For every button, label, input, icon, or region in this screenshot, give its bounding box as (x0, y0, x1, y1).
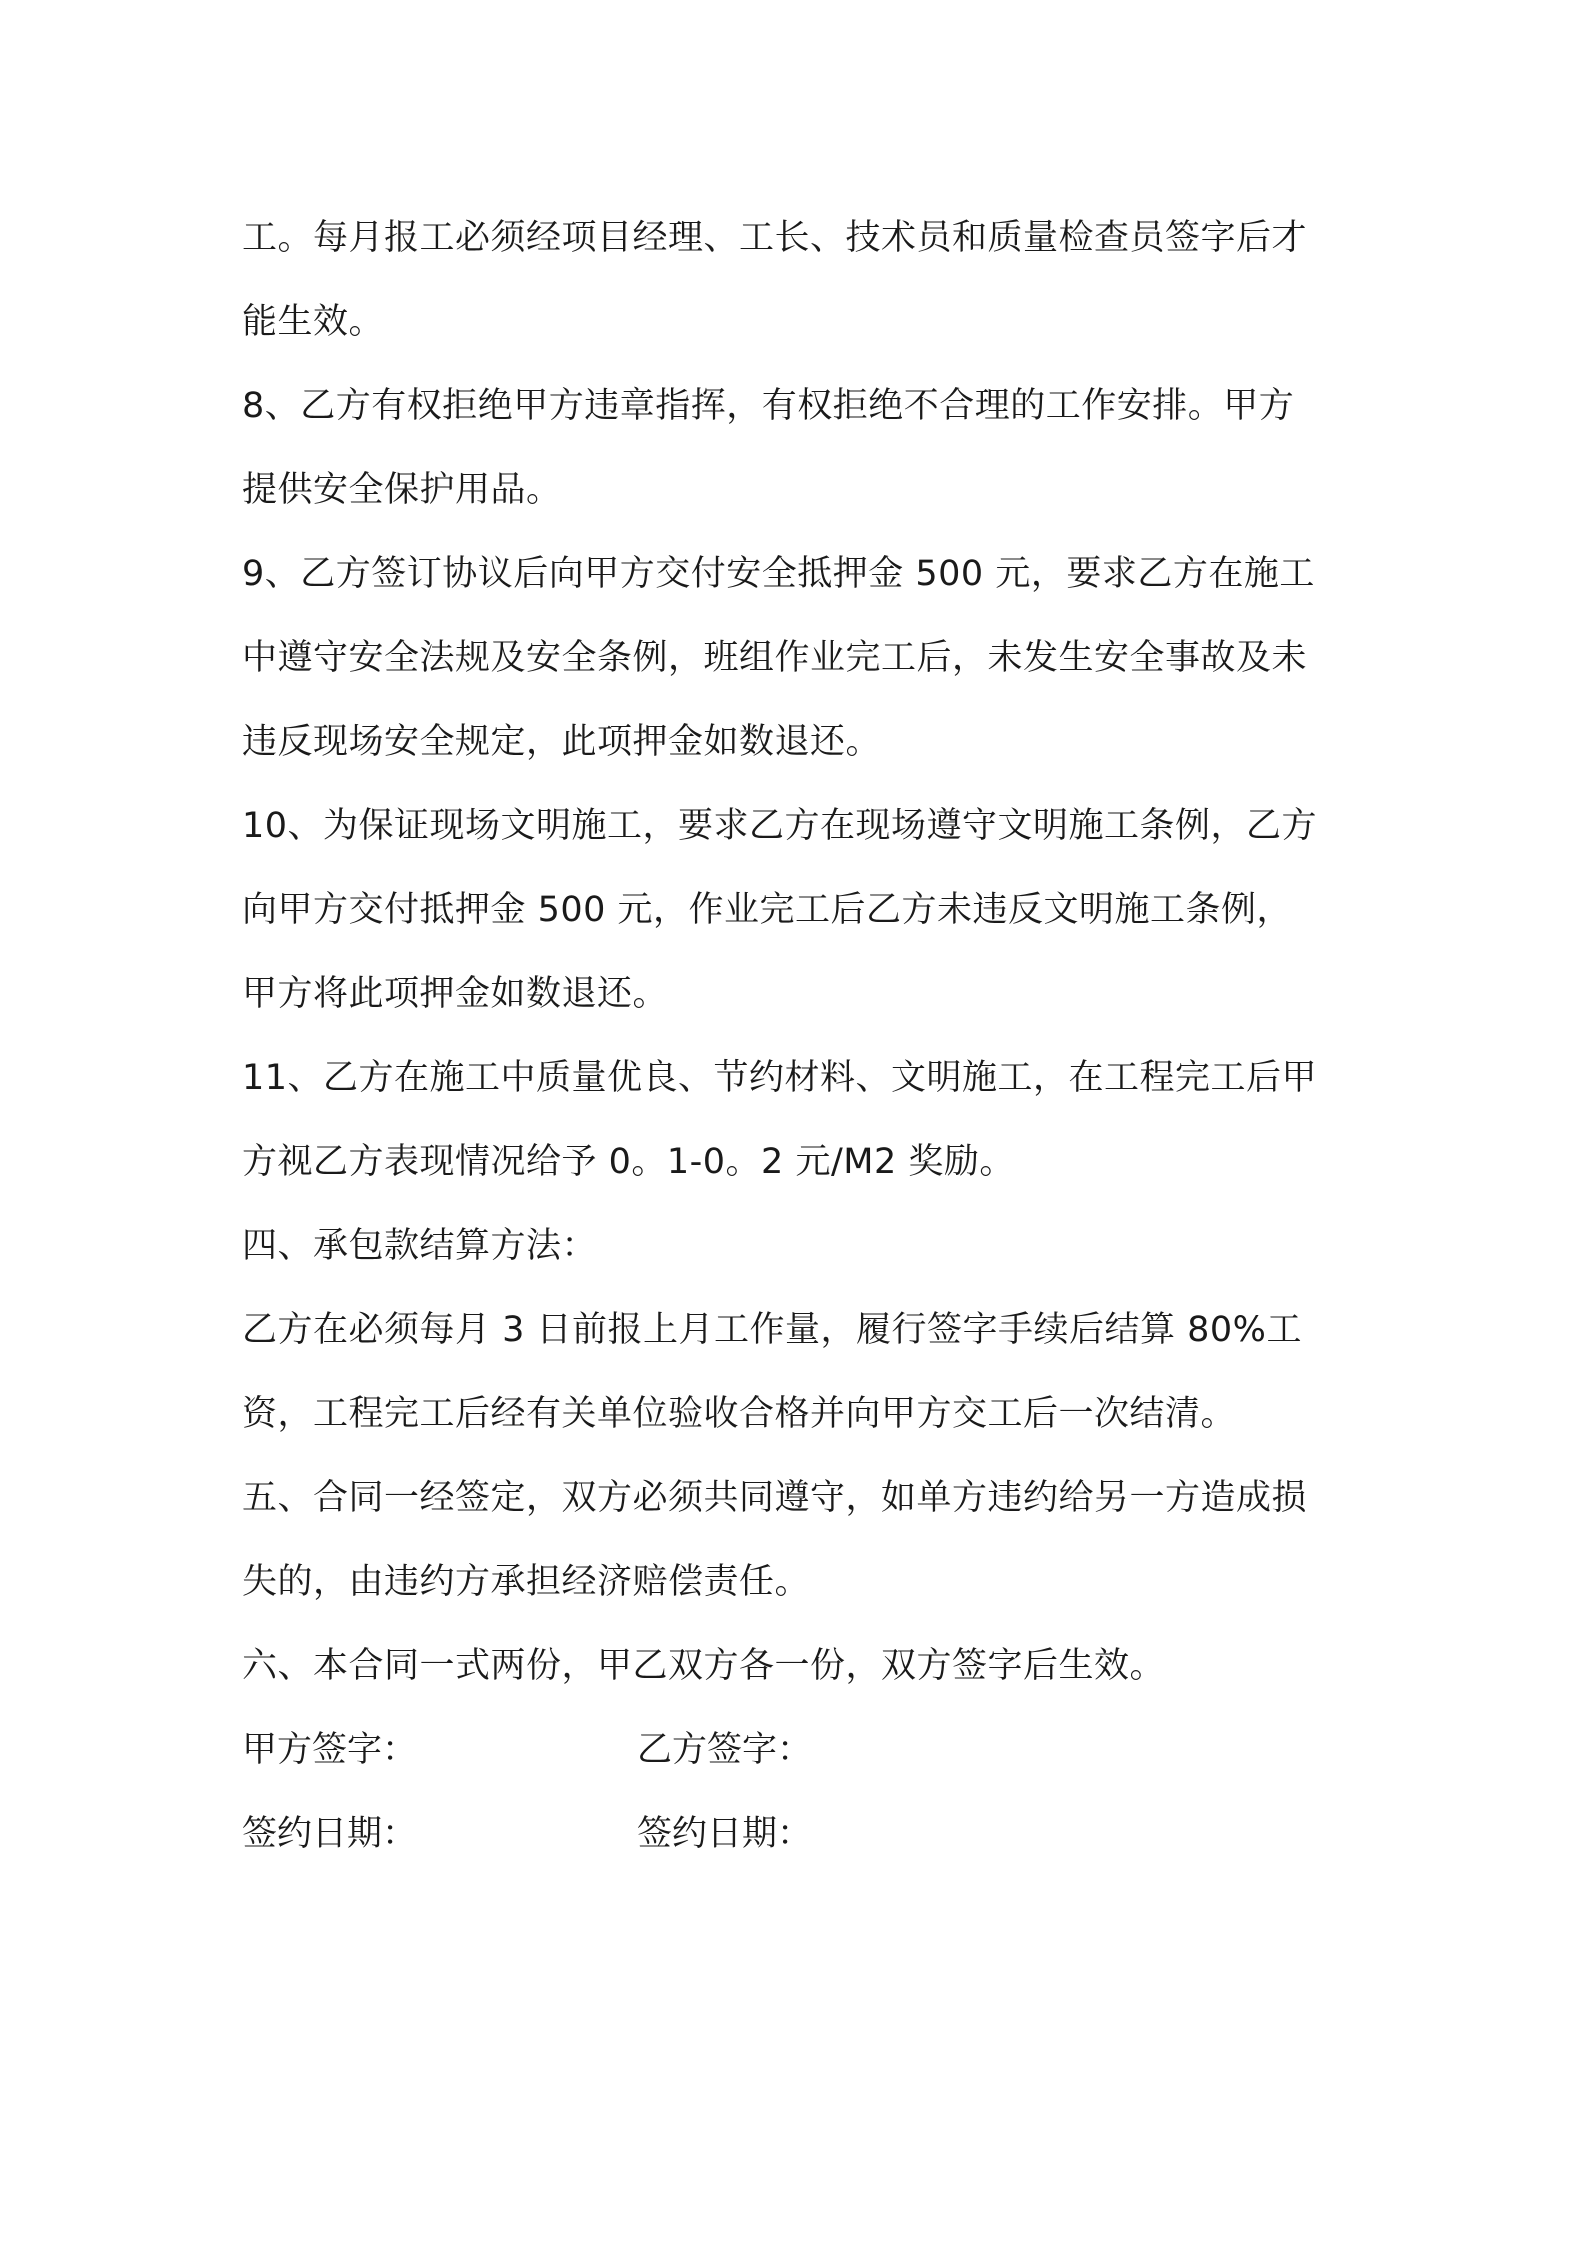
document-body (242, 196, 1362, 1876)
text-line: 五、合同一经签定，双方必须共同遵守，如单方违约给另一方造成损 (242, 1478, 1308, 1518)
party-a-date-label: 签约日期： (242, 1814, 418, 1854)
text-line: 六、本合同一式两份，甲乙双方各一份，双方签字后生效。 (242, 1646, 1166, 1686)
text-line: 失的，由违约方承担经济赔偿责任。 (242, 1562, 811, 1602)
text-line: 8、乙方有权拒绝甲方违章指挥，有权拒绝不合理的工作安排。甲方 (242, 386, 1295, 426)
party-b-signature-label: 乙方签字： (637, 1730, 813, 1770)
text-line: 中遵守安全法规及安全条例，班组作业完工后，未发生安全事故及未 (242, 638, 1308, 678)
text-line: 向甲方交付抵押金 500 元，作业完工后乙方未违反文明施工条例， (242, 890, 1293, 930)
section-heading: 四、承包款结算方法： (242, 1226, 598, 1266)
text-line: 11、乙方在施工中质量优良、节约材料、文明施工，在工程完工后甲 (242, 1058, 1318, 1098)
date-row (242, 1792, 1362, 1876)
text-line: 提供安全保护用品。 (242, 470, 562, 510)
text-line: 9、乙方签订协议后向甲方交付安全抵押金 500 元，要求乙方在施工 (242, 554, 1315, 594)
text-line: 甲方将此项押金如数退还。 (242, 974, 669, 1014)
party-b-date-label: 签约日期： (637, 1814, 813, 1854)
party-a-signature-label: 甲方签字： (242, 1730, 418, 1770)
text-line: 工。每月报工必须经项目经理、工长、技术员和质量检查员签字后才 (242, 218, 1308, 258)
text-line: 10、为保证现场文明施工，要求乙方在现场遵守文明施工条例，乙方 (242, 806, 1318, 846)
text-line: 资，工程完工后经有关单位验收合格并向甲方交工后一次结清。 (242, 1394, 1237, 1434)
text-line: 违反现场安全规定，此项押金如数退还。 (242, 722, 882, 762)
text-line: 乙方在必须每月 3 日前报上月工作量，履行签字手续后结算 80%工 (242, 1310, 1302, 1350)
signature-row (242, 1708, 1362, 1792)
text-line: 能生效。 (242, 302, 385, 342)
text-line: 方视乙方表现情况给予 0。1-0。2 元/M2 奖励。 (242, 1142, 1015, 1182)
